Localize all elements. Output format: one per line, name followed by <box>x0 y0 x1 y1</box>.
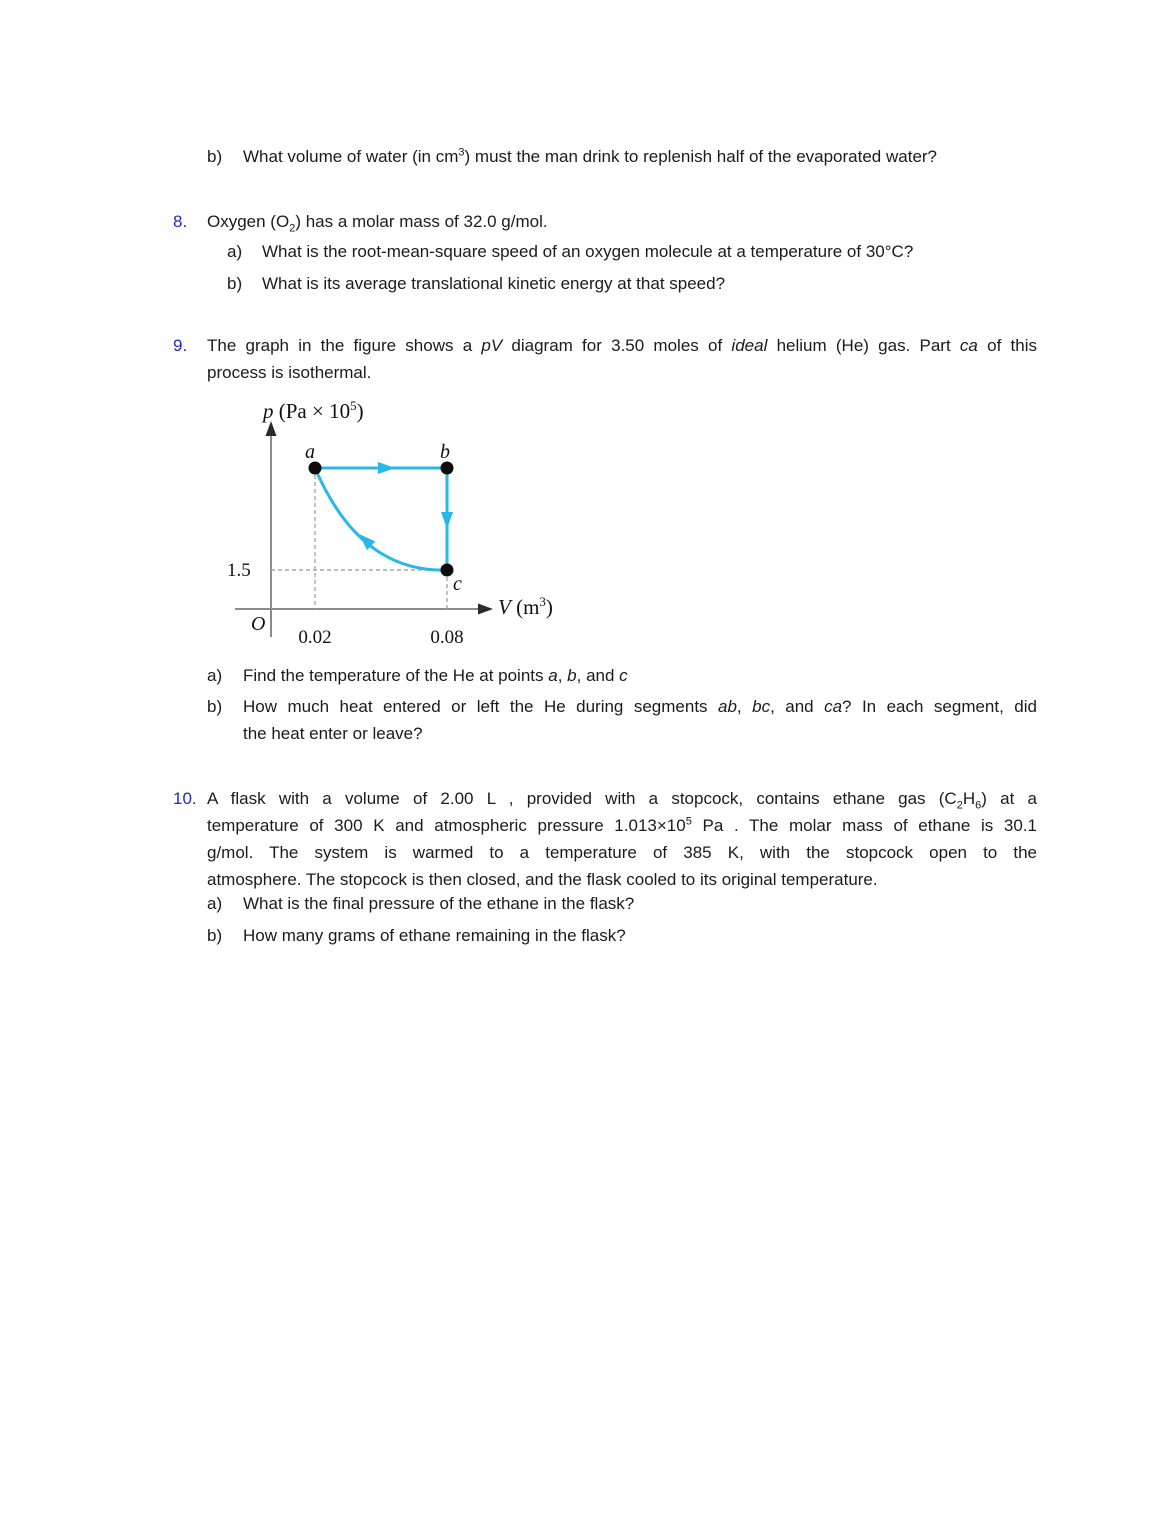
problem-9-number: 9. <box>173 336 188 355</box>
problem-8-number: 8. <box>173 212 188 231</box>
x-tick-0-02: 0.02 <box>298 627 332 648</box>
x-axis-arrowhead <box>478 604 493 615</box>
problem-8-part-b-text: What is its average translational kinetic energy at that speed? <box>262 274 726 293</box>
problem-8-stem: Oxygen $(O_2)$ has a molar mass of 32.0 g/mol. <box>207 212 548 235</box>
problem-9-stem-line-2: process is isothermal. <box>207 363 372 382</box>
intro-part-b-text: What volume of water (in $cm^3$) must the man drink to replenish half of the evaporated water? <box>243 146 938 166</box>
intro-part-b <box>207 143 1047 170</box>
problem-8-part-a-text: What is the root-mean-square speed of an oxygen molecule at a temperature of 30°C? <box>262 242 914 261</box>
arrow-ab-right <box>378 462 395 474</box>
problem-10-part-a-label: a) <box>207 894 223 913</box>
problem-10-part-b-text: How many grams of ethane remaining in the flask? <box>243 926 626 945</box>
problem-10-stem-line-3: g/mol. The system is warmed to a temperature of 385 K, with the stopcock open to the <box>207 843 1037 862</box>
problem-10-stem-line-4: atmosphere. The stopcock is then closed, and the flask cooled to its original temperature. <box>207 870 878 889</box>
problem-10 <box>173 785 1043 893</box>
pv-diagram-figure <box>225 393 557 659</box>
arrow-bc-down <box>441 512 453 529</box>
problem-9-stem-line-1: The graph in the figure shows a pV diagram for 3.50 moles of ideal helium (He) gas. Part ca of this <box>207 336 1037 355</box>
problem-9-part-b-line-1: How much heat entered or left the He during segments ab, bc, and ca? In each segment, did <box>243 697 1037 716</box>
problem-10-part-b-label: b) <box>207 926 223 945</box>
problem-8-part-a-label: a) <box>227 242 243 261</box>
x-tick-0-08: 0.08 <box>430 627 464 648</box>
problem-10-number: 10. <box>173 789 197 808</box>
problem-9-part-a-label: a) <box>207 666 223 685</box>
problem-9-part-a-text: Find the temperature of the He at points a, b, and c <box>243 666 628 685</box>
problem-8 <box>173 208 1043 235</box>
problem-10-part-a-text: What is the final pressure of the ethane in the flask? <box>243 894 635 913</box>
problem-9-part-a <box>207 662 1037 689</box>
point-c-dot <box>441 564 454 577</box>
origin-label: O <box>251 613 266 635</box>
problem-10-stem-line-1: A flask with a volume of 2.00 L , provided with a stopcock, contains ethane gas $(C_2H_6)$ at a <box>207 789 1038 812</box>
problem-9-part-b <box>207 693 1037 747</box>
problem-9 <box>173 332 1043 386</box>
point-c-label: c <box>453 573 462 595</box>
x-axis-label: V $(m^3)$ <box>498 594 553 619</box>
problem-10-stem-line-2: temperature of 300 K and atmospheric pressure $1.013\times 10^5$ Pa . The molar mass of ethane is 30.1 <box>207 815 1037 835</box>
problem-8-part-a <box>227 238 1057 265</box>
problem-8-part-b-label: b) <box>227 274 243 293</box>
point-b-label: b <box>440 441 450 463</box>
intro-part-b-label: b) <box>207 147 223 166</box>
problem-9-part-b-line-2: the heat enter or leave? <box>243 724 423 743</box>
problem-9-part-b-label: b) <box>207 697 223 716</box>
problem-10-part-b <box>207 922 1037 949</box>
process-ca-isotherm-curve <box>315 468 447 570</box>
problem-8-part-b <box>227 270 1057 297</box>
y-axis-label: p $(Pa \times 10^5)$ <box>263 398 364 423</box>
problem-10-part-a <box>207 890 1037 917</box>
y-tick-1-5: 1.5 <box>227 560 251 581</box>
point-a-label: a <box>305 441 315 463</box>
